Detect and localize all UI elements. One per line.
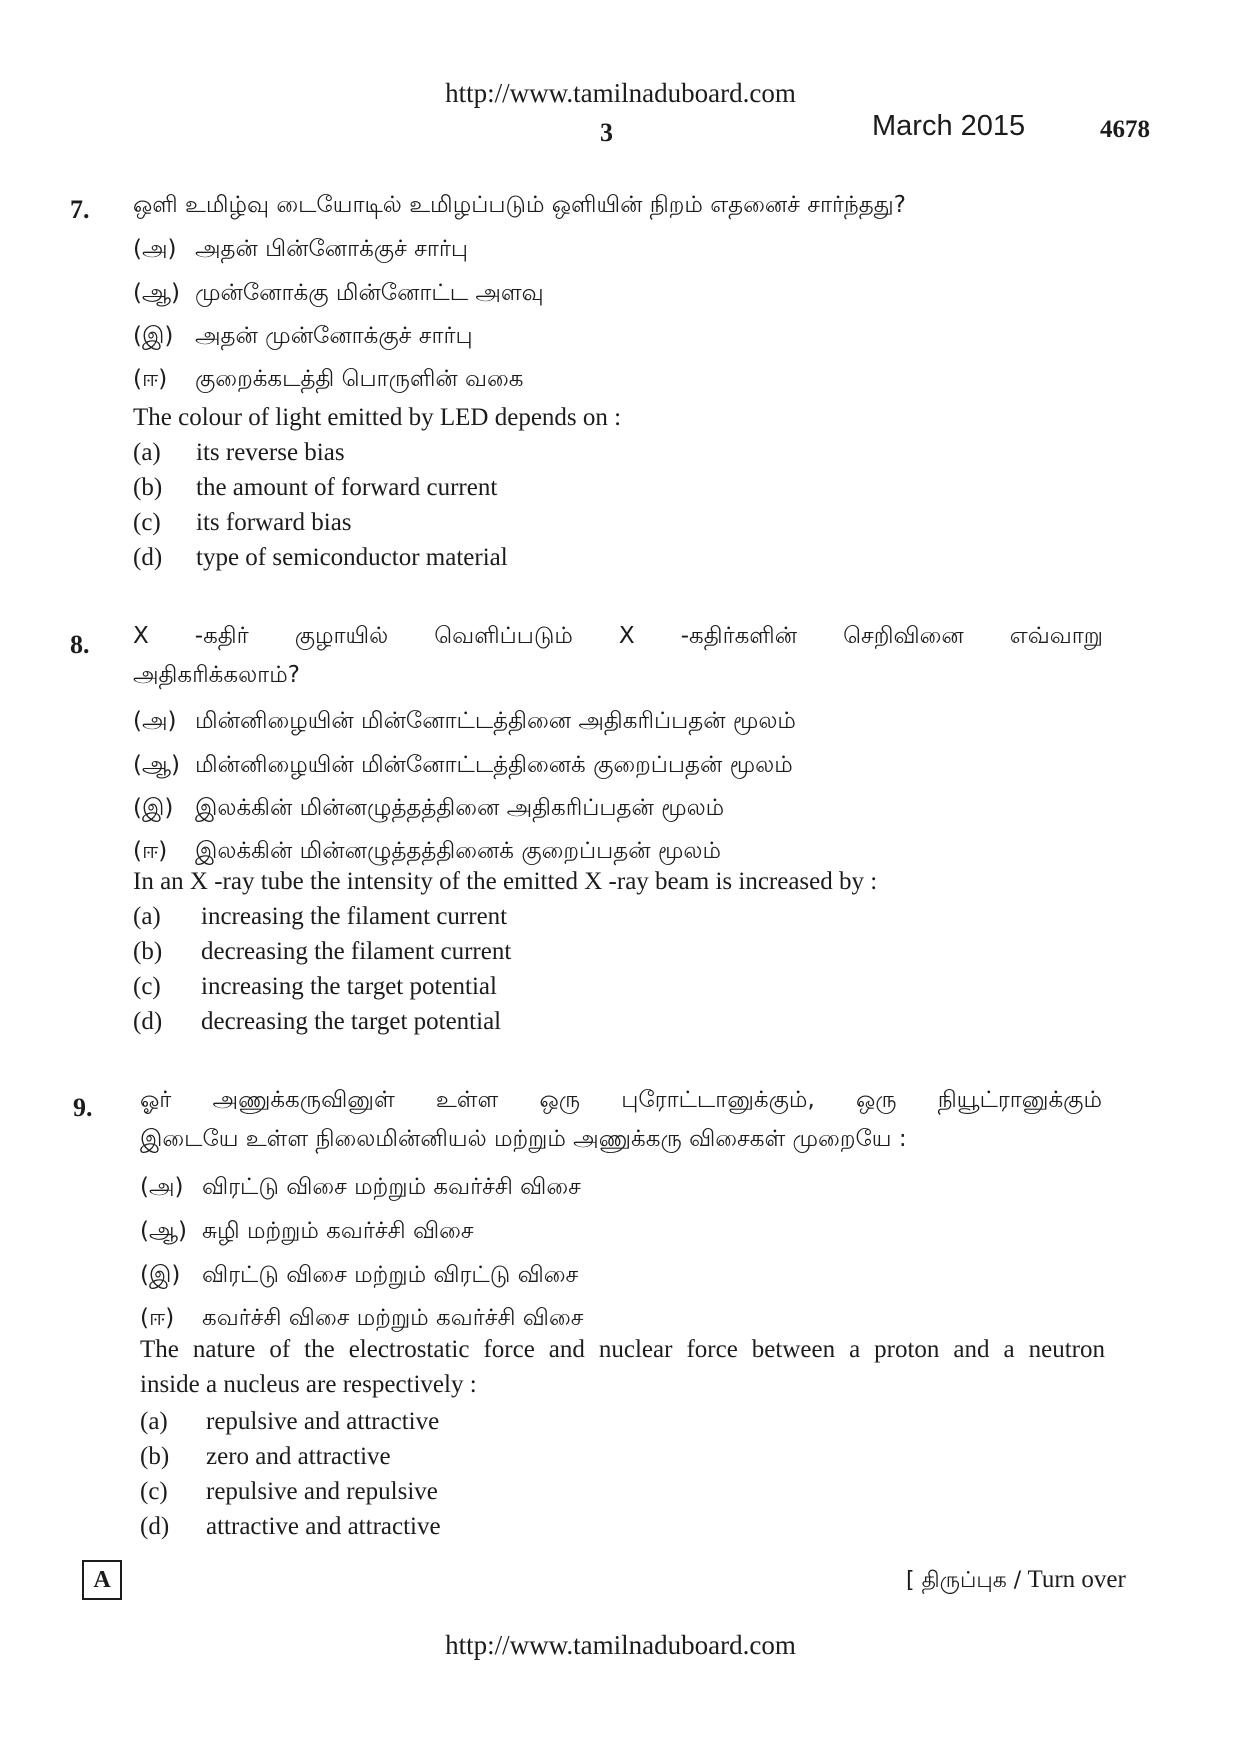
option-english [133,474,497,502]
option-text: attractive and attractive [206,1513,441,1540]
source-url-top[interactable]: http://www.tamilnaduboard.com [445,78,796,108]
option-label: (அ) [133,236,177,262]
option-label: (அ) [133,708,177,734]
option-text: மின்னிழையின் மின்னோட்டத்தினைக் குறைப்பதன் மூலம் [195,752,793,778]
option-tamil [133,752,793,781]
question-text-english: In an X -ray tube the intensity of the emitted X -ray beam is increased by : [133,868,878,895]
option-tamil [133,280,544,309]
option-tamil [140,1262,578,1291]
question-number: 9. [73,1093,93,1122]
turn-over-tamil: [ திருப்புக / [906,1568,1022,1593]
option-text: zero and attractive [206,1443,391,1470]
option-text: அதன் பின்னோக்குச் சார்பு [195,236,469,262]
option-label: (d) [140,1513,170,1540]
option-english [133,938,511,966]
option-label: (ஆ) [133,752,181,778]
option-text: இலக்கின் மின்னழுத்தத்தினைக் குறைப்பதன் மூலம் [195,838,721,864]
option-tamil [133,838,721,867]
question-number: 8. [70,630,90,659]
option-label: (b) [133,938,163,965]
option-tamil [133,236,468,265]
option-english [133,439,345,467]
option-label: (d) [133,544,163,571]
option-text: repulsive and repulsive [206,1478,438,1505]
option-label: (a) [133,903,161,930]
question-text-tamil-line-1: ஓர் அணுக்கருவினுள் உள்ள ஒரு புரோட்டானுக்கும், ஒரு நியூட்ரானுக்கும் [140,1087,1102,1113]
option-label: (a) [133,439,161,466]
option-label: (ஈ) [140,1305,175,1331]
option-label: (c) [133,509,161,536]
option-text: விரட்டு விசை மற்றும் கவர்ச்சி விசை [202,1174,581,1200]
option-text: the amount of forward current [196,474,498,501]
option-text: சுழி மற்றும் கவர்ச்சி விசை [202,1218,474,1244]
option-text: decreasing the filament current [201,938,512,965]
option-tamil [133,323,473,352]
option-text: விரட்டு விசை மற்றும் விரட்டு விசை [202,1262,579,1288]
option-english [140,1478,438,1506]
question-text-tamil-line-2: அதிகரிக்கலாம்? [133,662,300,688]
question-text-tamil-line-2: இடையே உள்ள நிலைமின்னியல் மற்றும் அணுக்கரு விசைகள் முறையே : [140,1126,907,1152]
option-english [140,1408,439,1436]
source-url-bottom[interactable]: http://www.tamilnaduboard.com [445,1630,796,1660]
paper-code: 4678 [1100,116,1150,143]
option-tamil [133,708,796,737]
question-text-english-line-2: inside a nucleus are respectively : [140,1371,477,1398]
question-text-tamil-line-1: X -கதிர் குழாயில் வெளிப்படும் X -கதிர்களின் செறிவினை எவ்வாறு [133,623,1103,649]
option-label: (b) [133,474,163,501]
option-text: முன்னோக்கு மின்னோட்ட அளவு [195,280,544,306]
option-text: its forward bias [196,509,352,536]
option-label: (ஆ) [133,280,181,306]
option-text: increasing the target potential [201,973,497,1000]
option-text: மின்னிழையின் மின்னோட்டத்தினை அதிகரிப்பதன் மூலம் [195,708,796,734]
option-label: (ஆ) [140,1218,188,1244]
option-label: (ஈ) [133,366,168,392]
option-label: (இ) [140,1262,181,1288]
option-label: (இ) [133,323,174,349]
question-number: 7. [70,195,90,224]
option-english [133,544,508,572]
option-label: (d) [133,1008,163,1035]
option-text: decreasing the target potential [201,1008,502,1035]
option-text: its reverse bias [196,439,345,466]
option-english [133,1008,501,1036]
turn-over-note [906,1566,1126,1596]
option-english [133,509,352,537]
question-text-tamil: ஒளி உமிழ்வு டையோடில் உமிழப்படும் ஒளியின் நிறம் எதனைச் சார்ந்தது? [133,192,906,218]
option-text: அதன் முன்னோக்குச் சார்பு [195,323,473,349]
option-tamil [133,795,724,824]
option-label: (c) [140,1478,168,1505]
option-tamil [133,366,523,395]
question-text-english: The colour of light emitted by LED depends on : [133,404,622,431]
option-english [133,903,507,931]
option-tamil [140,1174,581,1203]
option-tamil [140,1218,474,1247]
option-english [140,1513,441,1541]
option-text: கவர்ச்சி விசை மற்றும் கவர்ச்சி விசை [202,1305,584,1331]
option-tamil [140,1305,583,1334]
paper-version-box: A [82,1560,122,1600]
option-english [140,1443,391,1471]
option-label: (இ) [133,795,174,821]
option-text: குறைக்கடத்தி பொருளின் வகை [195,366,524,392]
option-label: (a) [140,1408,168,1435]
page-number: 3 [600,118,613,147]
question-text-english-line-1: The nature of the electrostatic force and nuclear force between a proton and a neutron [140,1336,1105,1363]
option-text: இலக்கின் மின்னழுத்தத்தினை அதிகரிப்பதன் மூலம் [195,795,725,821]
option-text: increasing the filament current [201,903,508,930]
exam-date: March 2015 [872,110,1026,142]
option-label: (ஈ) [133,838,168,864]
option-label: (b) [140,1443,170,1470]
turn-over-english: Turn over [1027,1566,1126,1593]
option-text: repulsive and attractive [206,1408,440,1435]
option-english [133,973,497,1001]
option-label: (c) [133,973,161,1000]
option-label: (அ) [140,1174,184,1200]
option-text: type of semiconductor material [196,544,508,571]
